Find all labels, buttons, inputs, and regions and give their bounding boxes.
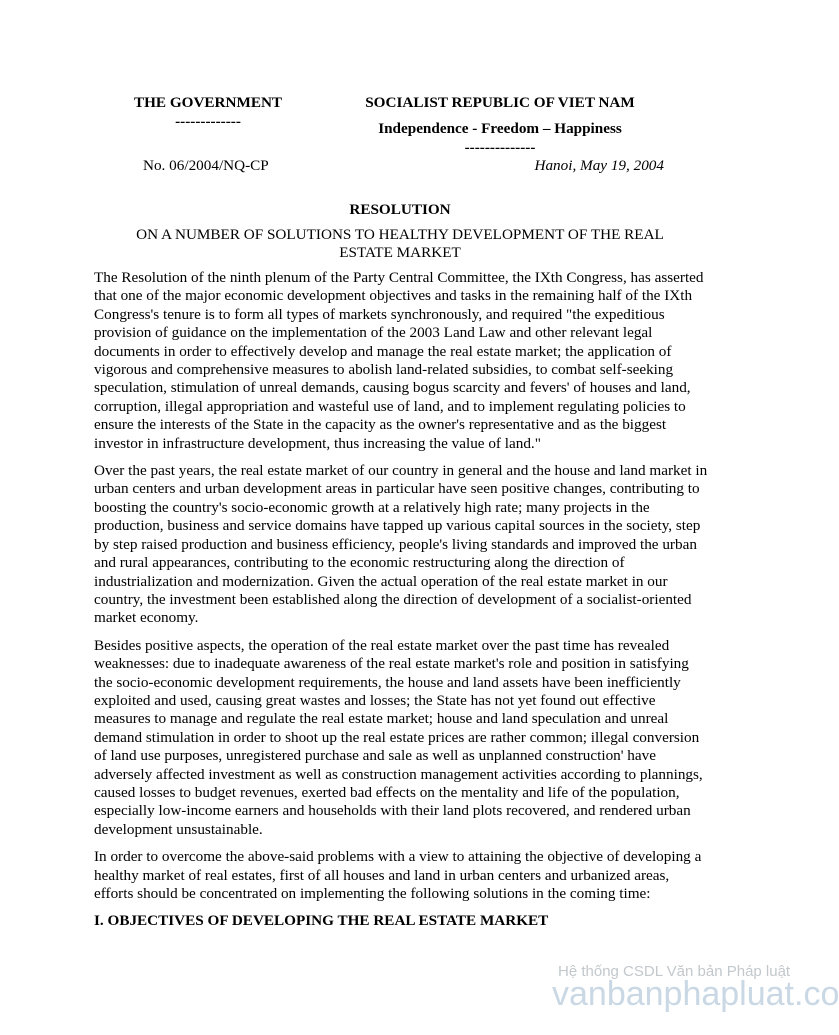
- watermark-domain: vanbanphapluat.co: [552, 975, 839, 1013]
- issuer-name: THE GOVERNMENT: [133, 94, 283, 111]
- watermark-caption: Hệ thống CSDL Văn bản Pháp luật: [558, 963, 791, 980]
- document-header: [0, 0, 800, 190]
- national-motto: Independence - Freedom – Happiness: [378, 120, 622, 138]
- place-and-date: Hanoi, May 19, 2004: [534, 157, 664, 174]
- motto-divider: --------------: [464, 138, 536, 156]
- national-title: SOCIALIST REPUBLIC OF VIET NAM: [365, 94, 635, 111]
- document-number: No. 06/2004/NQ-CP: [143, 157, 269, 174]
- body-paragraph-3: Besides positive aspects, the operation of the real estate market over the past time has revealed weaknesses: due to inadequate awareness of the real estate market's role and position in satisfying the socio-economic development requirements, the house and land assets have been inefficiently exploited and used, causing great wastes and losses; the State has not yet found out effective measures to manage and regulate the real estate market; house and land speculation and unreal demand stimulation in order to shoot up the real estate prices are rather common; illegal conversion of land use purposes, unregistered purchase and sale as well as unplanned construction' have adversely affected investment as well as construction management activities according to plannings, caused losses to budget revenues, exerted bad effects on the mentality and life of the population, especially low-income earners and households with their land plots recovered, and rendered urban development unsustainable.: [94, 636, 703, 838]
- issuer-block: [108, 94, 308, 132]
- body-paragraph-2: Over the past years, the real estate market of our country in general and the house and land market in urban centers and urban development areas in particular have seen positive changes, contributing to boosting the country's socio-economic growth at a relatively high rate; many projects in the production, business and service domains have tapped up various capital sources in the society, step by step raised production and business efficiency, people's living standards and improved the urban and rural appearances, contributing to the economic restructuring along the direction of industrialization and modernization. Given the actual operation of the real estate market in our country, the investment been established along the direction of development of a socialist-oriented market economy.: [94, 462, 708, 627]
- issuer-divider: -------------: [175, 113, 241, 131]
- document-subtitle: ON A NUMBER OF SOLUTIONS TO HEALTHY DEVELOPMENT OF THE REAL ESTATE MARKET: [136, 226, 664, 262]
- section-heading: I. OBJECTIVES OF DEVELOPING THE REAL ESTATE MARKET: [94, 912, 549, 930]
- document-body: [94, 269, 710, 931]
- document-title: RESOLUTION: [349, 201, 451, 218]
- body-paragraph-4: In order to overcome the above-said problems with a view to attaining the objective of developing a healthy market of real estates, first of all houses and land in urban centers and urbanized areas, efforts should be concentrated on implementing the following solutions in the coming time:: [94, 848, 702, 902]
- body-paragraph-1: The Resolution of the ninth plenum of the Party Central Committee, the IXth Congress, has asserted that one of the major economic development objectives and tasks in the remaining half of the IXth Congress's tenure is to form all types of markets synchronously, and required "the expeditious provision of guidance on the implementation of the 2003 Land Law and other relevant legal documents in order to effectively develop and manage the real estate market; the application of vigorous and comprehensive measures to abolish land-related subsidies, to combat self-seeking speculation, stimulation of unreal demands, causing bogus scarcity and fevers' of houses and land, corruption, illegal appropriation and wasteful use of land, and to implement regulating policies to ensure the interests of the State in the capacity as the owner's representative and as the biggest investor in infrastructure development, thus increasing the value of land.": [94, 269, 704, 452]
- national-title-block: [340, 94, 660, 157]
